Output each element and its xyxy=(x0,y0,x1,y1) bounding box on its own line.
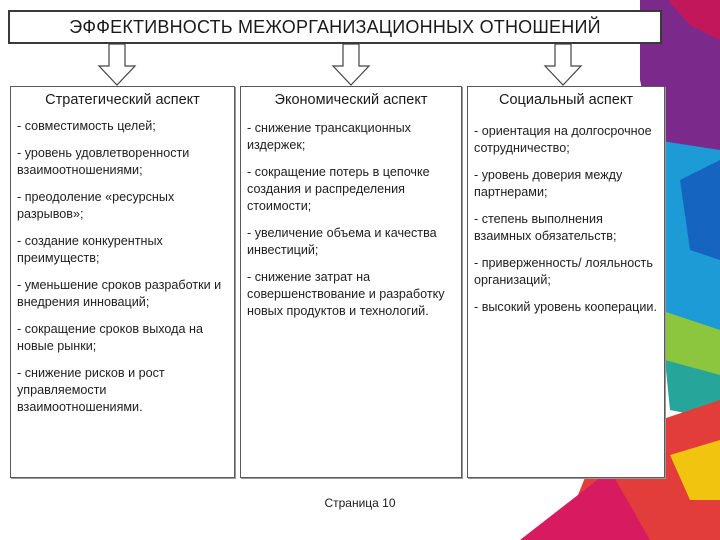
list-item: - уменьшение сроков разработки и внедрения инноваций; xyxy=(17,278,222,309)
list-item: - преодоление «ресурсных разрывов»; xyxy=(17,190,175,221)
list-item: - снижение трансакционных издержек; xyxy=(247,121,411,152)
list-item: - создание конкурентных преимуществ; xyxy=(17,234,163,265)
economic-aspect-box xyxy=(240,86,462,478)
column-heading: Стратегический аспект xyxy=(45,92,200,108)
arrow-down-icon xyxy=(543,44,583,86)
list-item: - уровень удовлетворенности взаимоотношениями; xyxy=(17,146,190,177)
column-heading: Экономический аспект xyxy=(274,92,428,108)
list-item: - степень выполнения взаимных обязательств; xyxy=(474,212,617,243)
column-heading: Социальный аспект xyxy=(499,92,633,108)
arrow-down-icon xyxy=(97,44,137,86)
social-aspect-box xyxy=(467,86,665,478)
list-item: - снижение затрат на совершенствование и разработку новых продуктов и технологий. xyxy=(247,270,445,318)
list-item: - ориентация на долгосрочное сотрудничество; xyxy=(474,124,652,155)
list-item: - сокращение потерь в цепочке создания и распределения стоимости; xyxy=(247,165,430,213)
list-item: - сокращение сроков выхода на новые рынки; xyxy=(17,322,203,353)
strategic-aspect-box xyxy=(10,86,235,478)
list-item: - увеличение объема и качества инвестиций; xyxy=(247,226,437,257)
list-item: - уровень доверия между партнерами; xyxy=(474,168,623,199)
page-number: Страница 10 xyxy=(324,496,396,510)
list-item: - высокий уровень кооперации. xyxy=(474,300,657,314)
diagram-title: ЭФФЕКТИВНОСТЬ МЕЖОРГАНИЗАЦИОННЫХ ОТНОШЕНИЙ xyxy=(8,10,662,44)
arrow-down-icon xyxy=(331,44,371,86)
list-item: - приверженность/ лояльность организаций; xyxy=(474,256,653,287)
list-item: - совместимость целей; xyxy=(17,119,156,133)
list-item: - снижение рисков и рост управляемости взаимоотношениями. xyxy=(17,366,165,414)
